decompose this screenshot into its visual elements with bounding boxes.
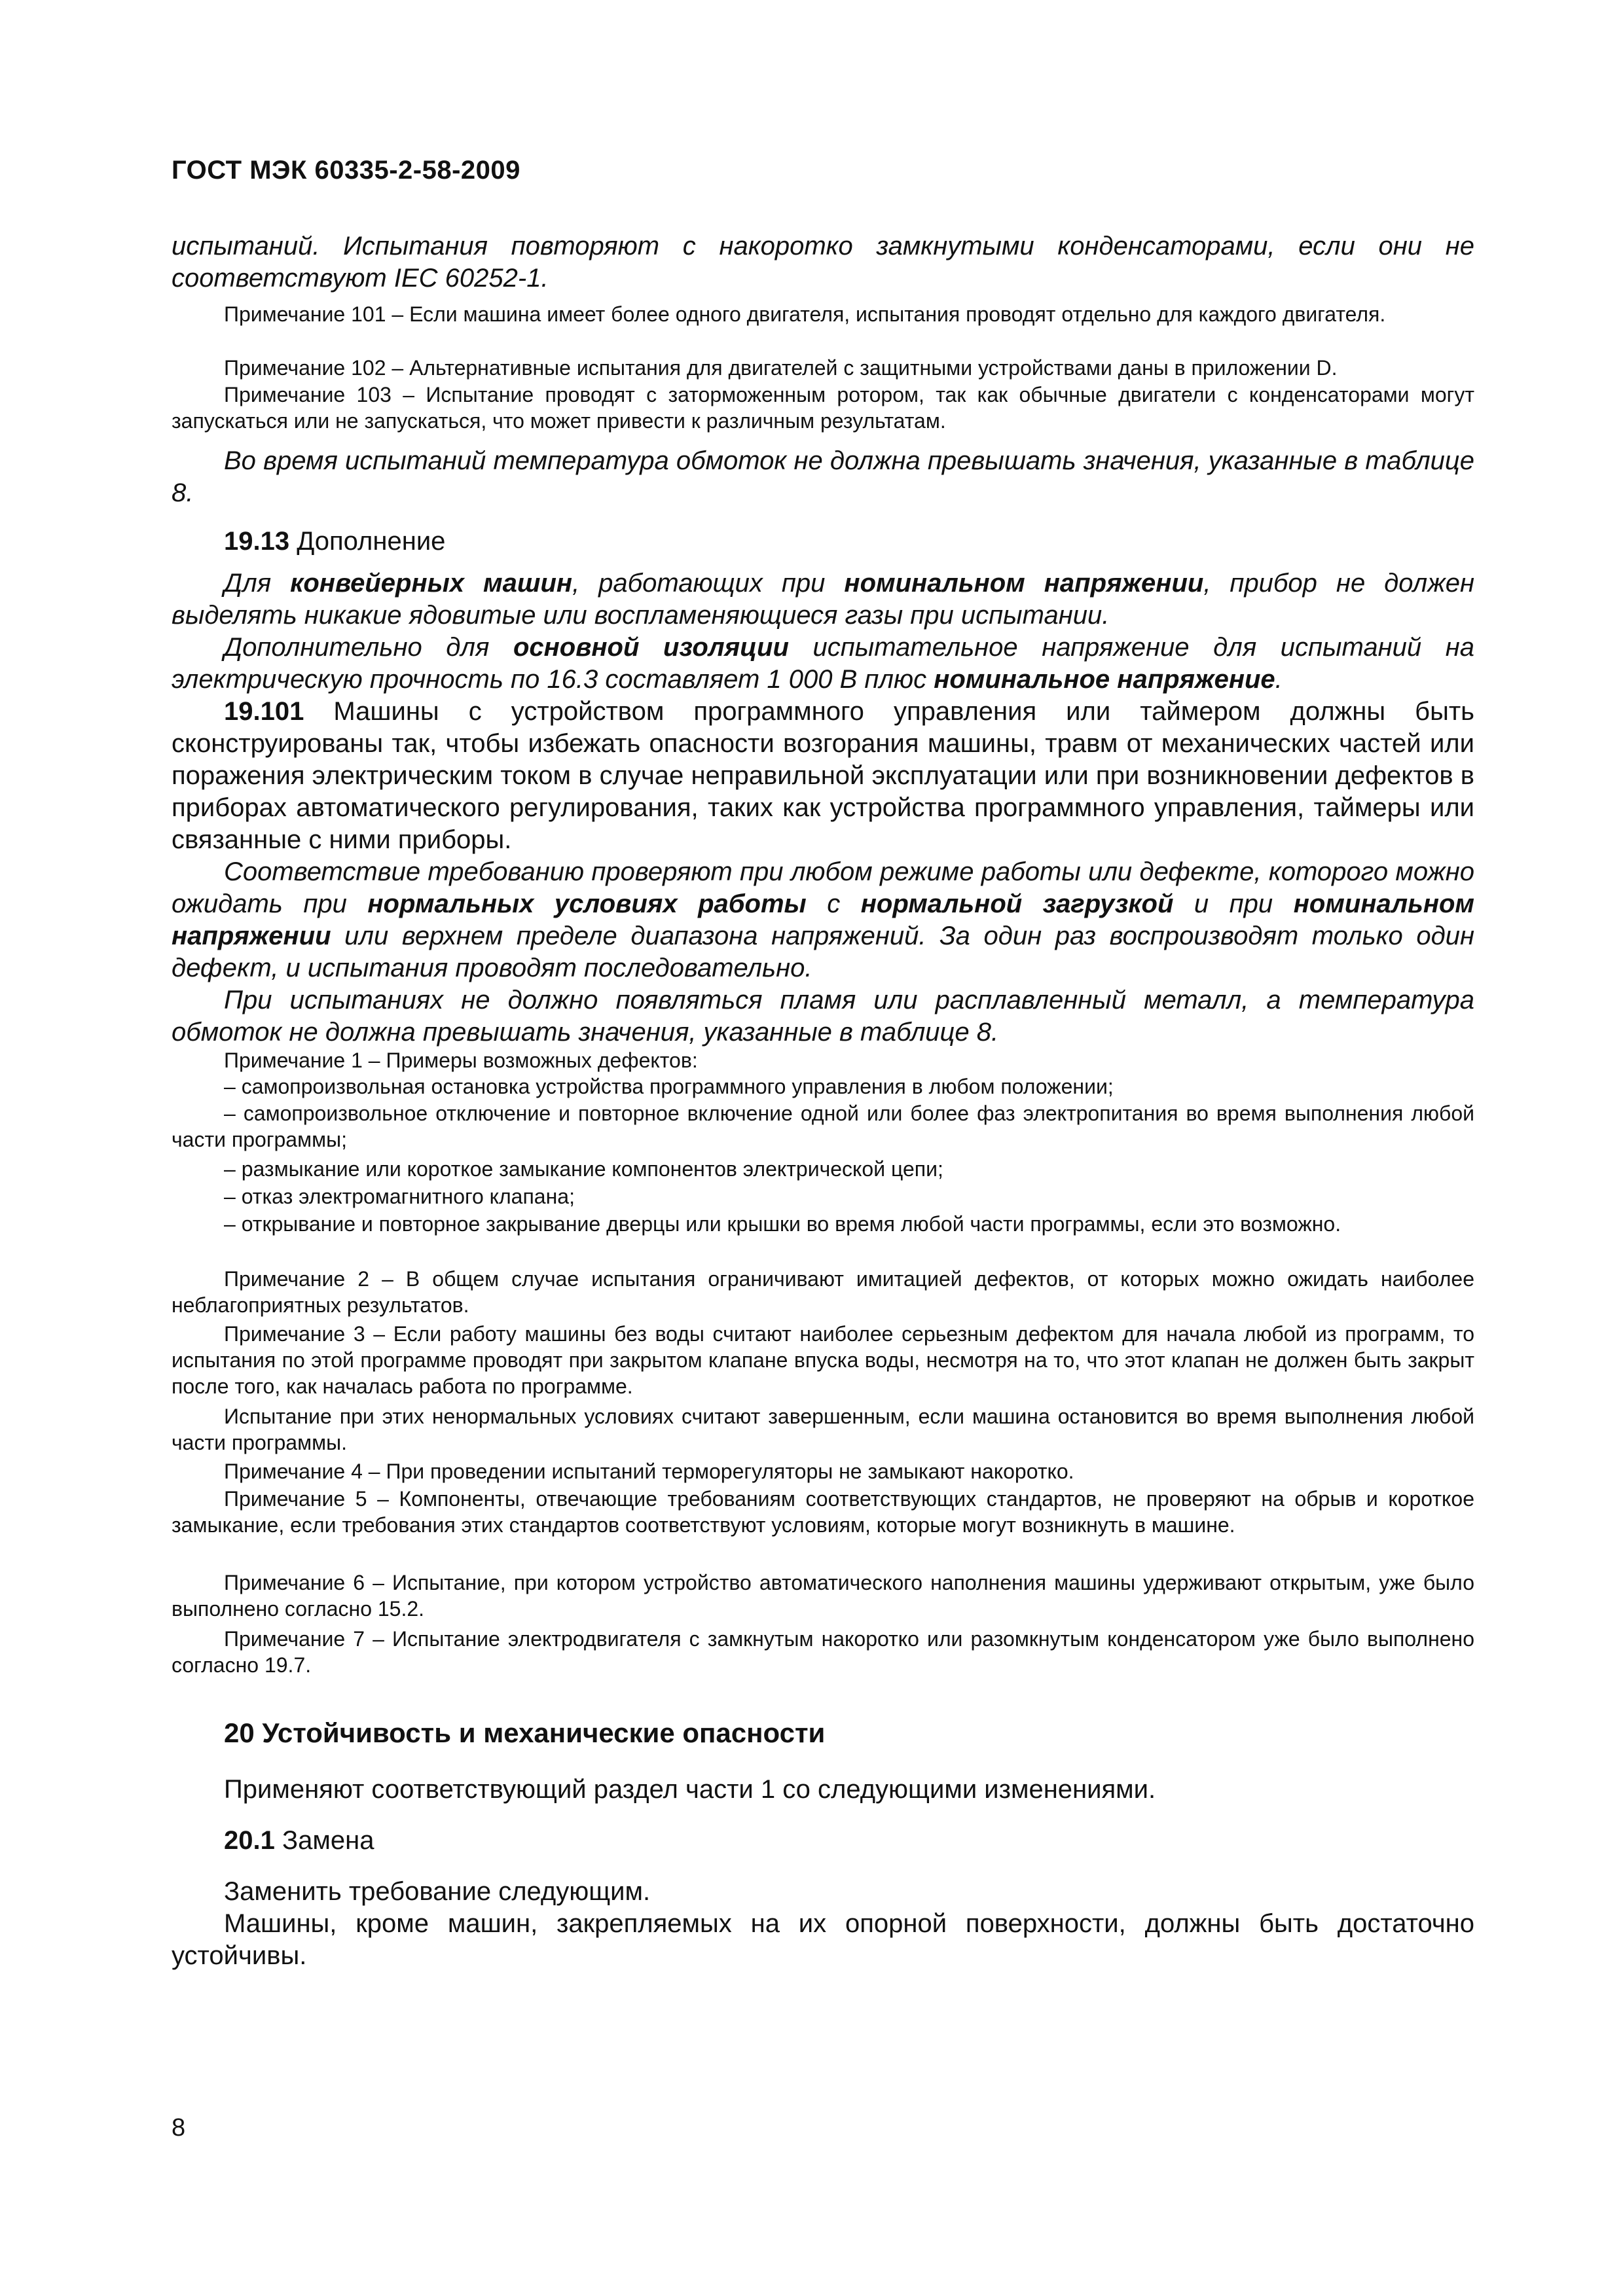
clause-title: Дополнение [297, 527, 446, 556]
note-2: Примечание 2 – В общем случае испытания ограничивают имитацией дефектов, от которых можно ожидать наиболее неблагоприятных результатов. [172, 1267, 1474, 1317]
paragraph-replace-requirement: Заменить требование следующим. [224, 1877, 651, 1906]
paragraph-basic-insulation: Дополнительно для основной изоляции испытательное напряжение для испытаний на электрическую прочность по 16.3 составляет 1 000 В плюс номинальное напряжение. [172, 633, 1474, 694]
note-103: Примечание 103 – Испытание проводят с заторможенным ротором, так как обычные двигатели с конденсаторами могут запускаться или не запускаться, что может привести к различным результатам. [172, 383, 1474, 433]
note-abnormal-conditions: Испытание при этих ненормальных условиях считают завершенным, если машина остановится во время выполнения любой части программы. [172, 1405, 1474, 1454]
paragraph-machines-stable: Машины, кроме машин, закрепляемых на их опорной поверхности, должны быть достаточно устойчивы. [172, 1909, 1474, 1970]
clause-20-1-heading [224, 1825, 1474, 1857]
clause-number: 19.13 [224, 527, 290, 556]
paragraph-applies-part1: Применяют соответствующий раздел части 1 со следующими изменениями. [224, 1775, 1156, 1804]
note-101: Примечание 101 – Если машина имеет более одного двигателя, испытания проводят отдельно для каждого двигателя. [224, 302, 1386, 326]
note-4: Примечание 4 – При проведении испытаний терморегуляторы не замыкают накоротко. [224, 1460, 1074, 1483]
clause-number: 20.1 [224, 1826, 275, 1855]
note-7: Примечание 7 – Испытание электродвигателя с замкнутым накоротко или разомкнутым конденсатором уже было выполнено согласно 19.7. [172, 1627, 1474, 1677]
document-header: ГОСТ МЭК 60335-2-58-2009 [172, 156, 520, 185]
note-list-item: – самопроизвольное отключение и повторное включение одной или более фаз электропитания во время выполнения любой части программы; [172, 1102, 1474, 1151]
paragraph-compliance-check: Соответствие требованию проверяют при любом режиме работы или дефекте, которого можно ожидать при нормальных условиях работы с нормальной загрузкой и при номинальном напряжении или верхнем пределе диапазона напряжений. За один раз воспроизводят только один дефект, и испытания проводят последовательно. [172, 857, 1475, 982]
note-102: Примечание 102 – Альтернативные испытания для двигателей с защитными устройствами даны в приложении D. [224, 356, 1338, 380]
note-1: Примечание 1 – Примеры возможных дефектов: [224, 1049, 698, 1072]
clause-19-13-heading [224, 526, 1474, 558]
note-list-item: – размыкание или короткое замыкание компонентов электрической цепи; [224, 1157, 943, 1181]
paragraph-test-continuation: испытаний. Испытания повторяют с накоротко замкнутыми конденсаторами, если они не соответствуют IEC 60252-1. [172, 232, 1474, 293]
note-5: Примечание 5 – Компоненты, отвечающие требованиям соответствующих стандартов, не проверяют на обрыв и короткое замыкание, если требования этих стандартов соответствуют условиям, которые могут возникнуть в машине. [172, 1487, 1474, 1537]
paragraph-winding-temperature: Во время испытаний температура обмоток не должна превышать значения, указанные в таблице 8. [172, 446, 1474, 507]
paragraph-no-flame: При испытаниях не должно появляться пламя или расплавленный металл, а температура обмоток не должна превышать значения, указанные в таблице 8. [172, 986, 1474, 1047]
note-list-item: – отказ электромагнитного клапана; [224, 1185, 575, 1208]
section-20-heading: 20 Устойчивость и механические опасности [224, 1717, 826, 1748]
note-list-item: – открывание и повторное закрывание дверцы или крышки во время любой части программы, если это возможно. [224, 1212, 1341, 1236]
clause-19-101: 19.101 Машины с устройством программного управления или таймером должны быть сконструированы так, чтобы избежать опасности возгорания машины, травм от механических частей или поражения электрическим током в случае неправильной эксплуатации или при возникновении дефектов в приборах автоматического регулирования, таких как устройства программного управления, таймеры или связанные с ними приборы. [172, 697, 1474, 854]
note-6: Примечание 6 – Испытание, при котором устройство автоматического наполнения машины удерживают открытым, уже было выполнено согласно 15.2. [172, 1571, 1474, 1621]
paragraph-conveyor-machines: Для конвейерных машин, работающих при номинальном напряжении, прибор не должен выделять никакие ядовитые или воспламеняющиеся газы при испытании. [172, 569, 1474, 630]
clause-title: Замена [282, 1826, 374, 1855]
note-3: Примечание 3 – Если работу машины без воды считают наиболее серьезным дефектом для начала любой из программ, то испытания по этой программе проводят при закрытом клапане впуска воды, несмотря на то, что этот клапан не должен быть закрыт после того, как началась работа по программе. [172, 1322, 1474, 1398]
note-list-item: – самопроизвольная остановка устройства программного управления в любом положении; [224, 1075, 1114, 1098]
page-number: 8 [172, 2114, 186, 2142]
clause-number: 19.101 [224, 697, 304, 726]
